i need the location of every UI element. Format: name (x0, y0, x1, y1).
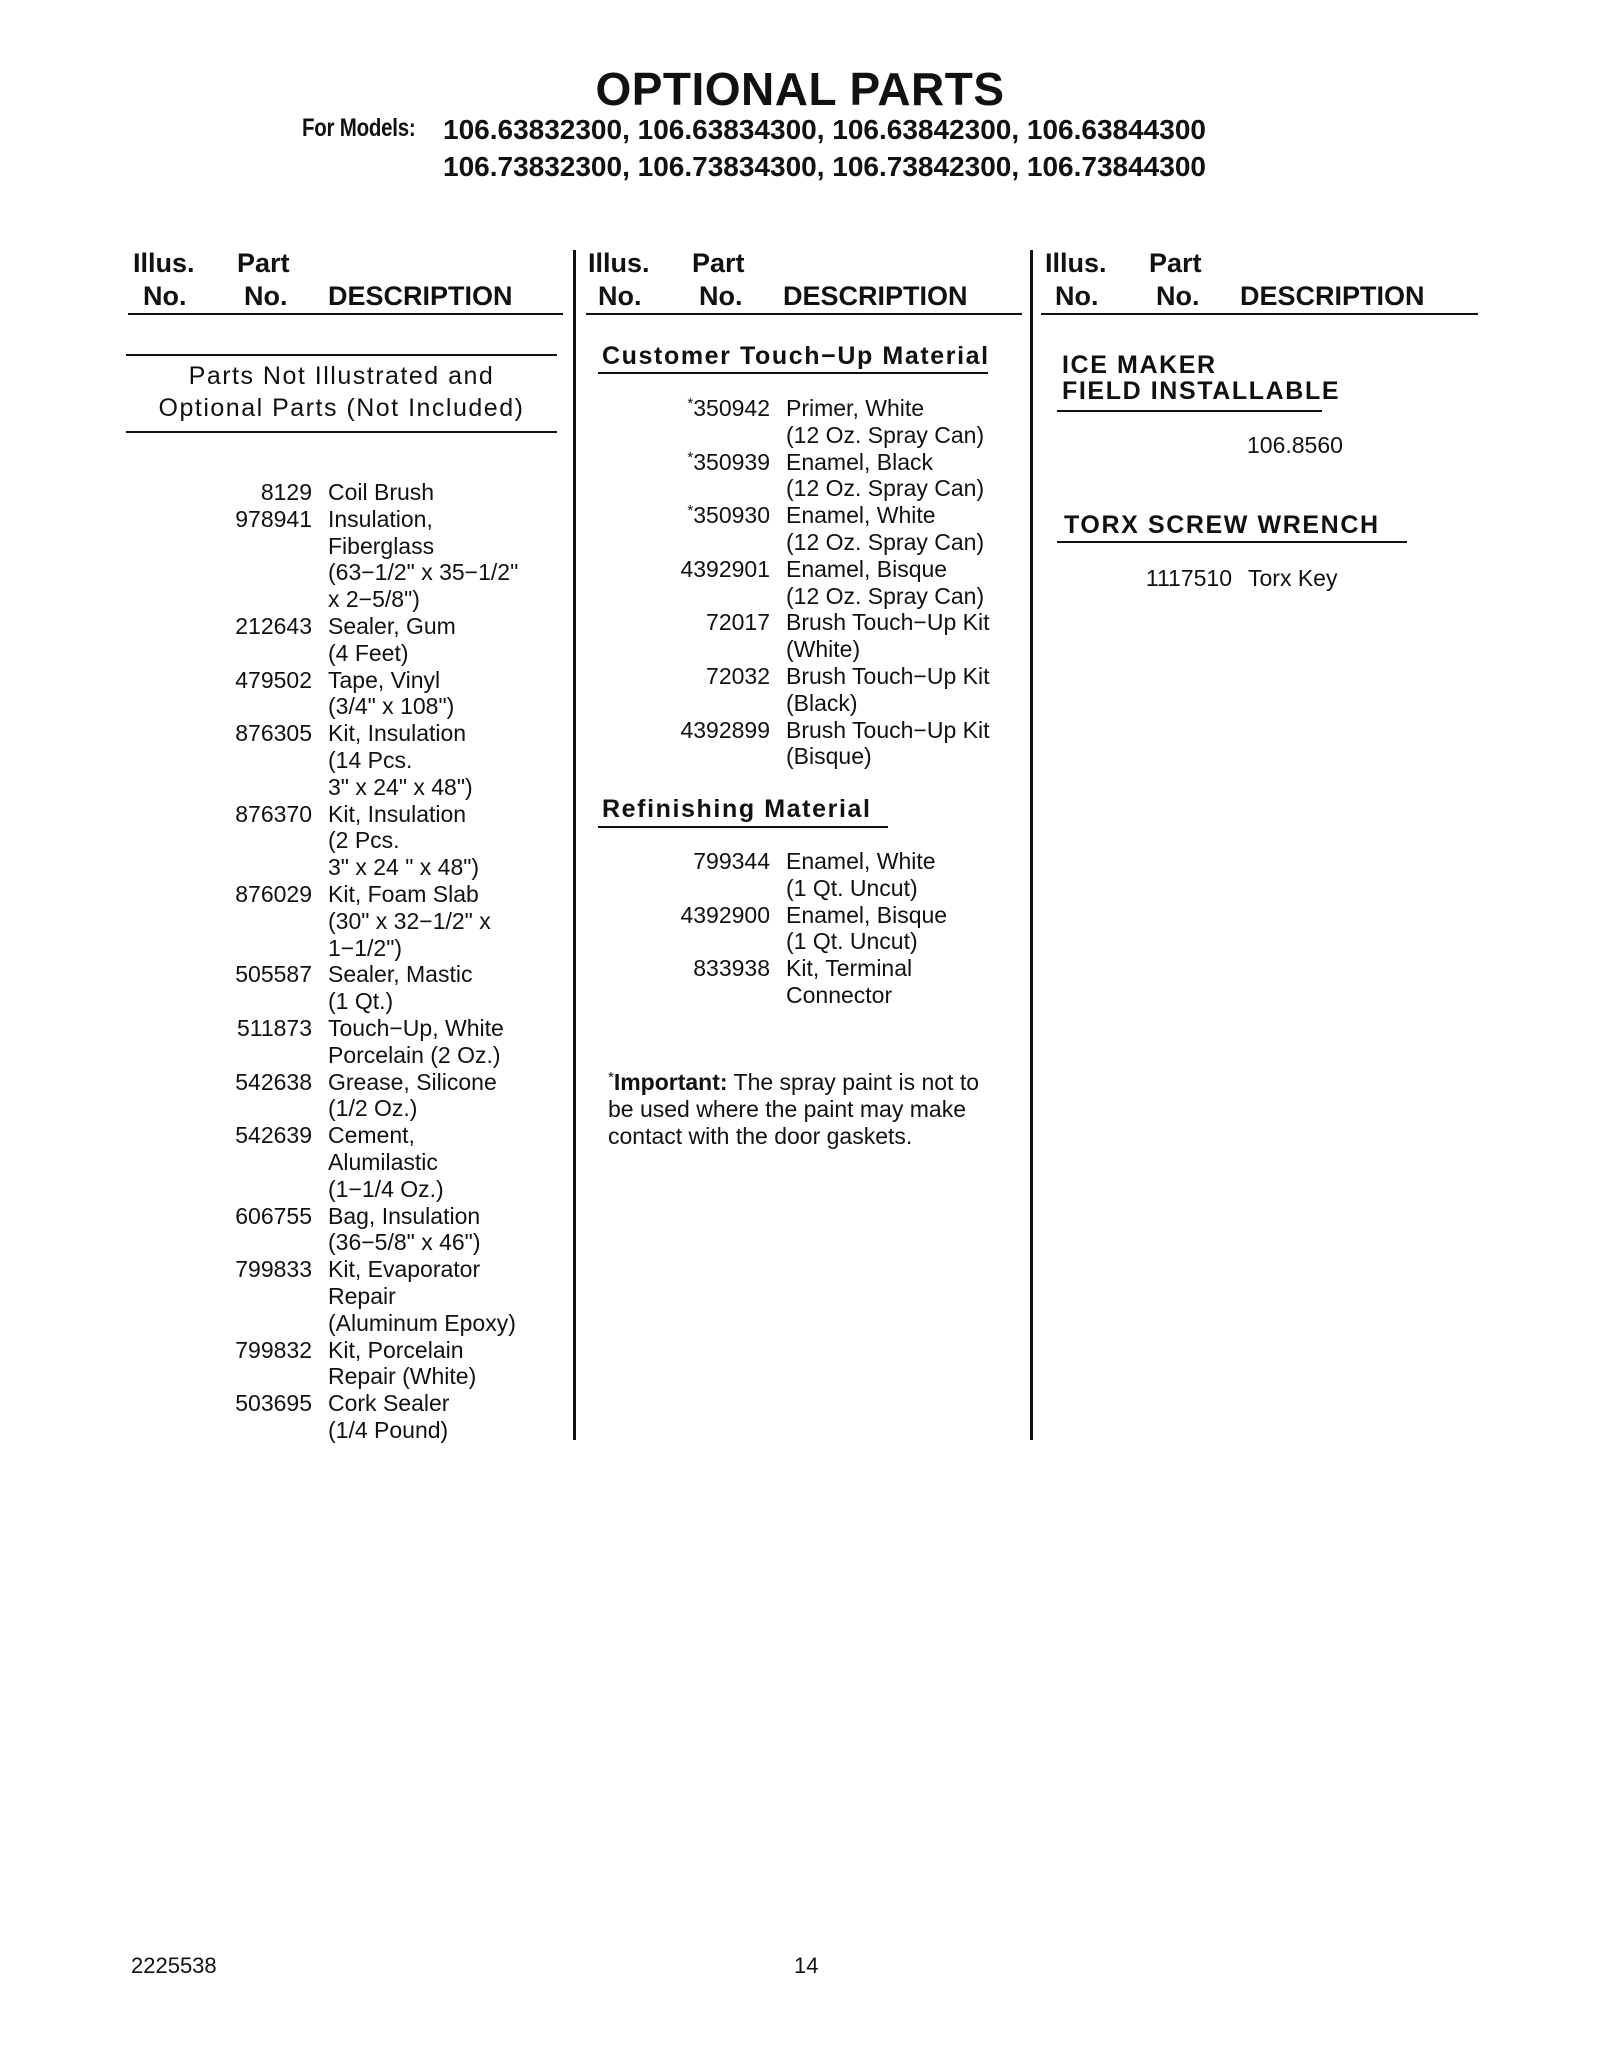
part-number: 799832 (235, 1336, 312, 1363)
part-number: 511873 (236, 1014, 312, 1041)
document-number: 2225538 (131, 1953, 217, 1978)
asterisk-mark: * (608, 1069, 614, 1086)
models-line-1: 106.63832300, 106.63834300, 106.63842300, 106.63844300 (443, 114, 1206, 145)
list-item (195, 1256, 518, 1336)
part-description: Kit, Porcelain Repair (White) (328, 1336, 477, 1390)
refinishing-list (640, 848, 947, 1009)
asterisk-mark: * (687, 502, 694, 520)
part-number: 4392899 (680, 716, 770, 743)
asterisk-mark: * (687, 395, 694, 412)
part-description: Sealer, Mastic (1 Qt.) (328, 961, 473, 1015)
part-description: Enamel, White (1 Qt. Uncut) (786, 848, 936, 901)
list-item (195, 1069, 518, 1123)
part-number: 799344 (693, 848, 770, 874)
part-description: Kit, Terminal Connector (786, 955, 913, 1008)
column-header-rule-2 (586, 313, 1022, 315)
part-description: Enamel, Bisque (12 Oz. Spray Can) (786, 555, 985, 609)
part-description: Bag, Insulation (36−5/8" x 46") (328, 1202, 481, 1256)
list-item (1100, 565, 1337, 592)
list-item (640, 902, 947, 956)
part-number: 72017 (706, 609, 770, 636)
part-number: 1117510 (1145, 565, 1232, 591)
asterisk-mark: * (687, 448, 694, 466)
part-description: Kit, Insulation (2 Pcs. 3" x 24 " x 48") (328, 800, 480, 881)
part-description: Kit, Insulation (14 Pcs. 3" x 24" x 48") (328, 720, 473, 800)
column-divider-2 (1030, 250, 1033, 1440)
not-illustrated-heading-line-2: Optional Parts (Not Included) (158, 394, 525, 422)
part-description: Coil Brush (328, 479, 435, 505)
list-item (195, 720, 518, 800)
part-number: 503695 (235, 1390, 312, 1417)
icemaker-part-number: 106.8560 (1247, 432, 1343, 458)
touchup-title-rule (598, 372, 988, 374)
part-description: Kit, Evaporator Repair (Aluminum Epoxy) (328, 1256, 516, 1336)
part-description: Enamel, Bisque (1 Qt. Uncut) (786, 901, 948, 955)
illus-no-label: No. (598, 281, 642, 311)
part-description: Brush Touch−Up Kit (Black) (786, 662, 990, 716)
part-description: Touch−Up, White Porcelain (2 Oz.) (328, 1014, 504, 1068)
illus-label: Illus. (1045, 248, 1107, 278)
part-no-label: No. (1156, 281, 1200, 311)
list-item (195, 506, 518, 613)
list-item (640, 663, 990, 717)
models-label: For Models: (302, 114, 416, 142)
part-description: Sealer, Gum (4 Feet) (328, 612, 456, 666)
part-description: Insulation, Fiberglass (63−1/2" x 35−1/2" x 2−5/8") (328, 505, 519, 613)
refinishing-section-title: Refinishing Material (602, 795, 872, 823)
touchup-section-title: Customer Touch−Up Material (602, 342, 990, 370)
torx-title-rule (1057, 541, 1407, 543)
part-label: Part (237, 248, 290, 278)
part-number: 799833 (235, 1256, 312, 1283)
illus-no-label: No. (143, 281, 187, 311)
list-item (195, 961, 518, 1015)
not-illustrated-list (195, 479, 518, 1444)
torx-list (1100, 565, 1337, 592)
part-number: 4392901 (680, 555, 770, 582)
part-description: Tape, Vinyl (3/4" x 108") (328, 666, 455, 720)
part-description: Grease, Silicone (1/2 Oz.) (328, 1068, 497, 1122)
description-label: DESCRIPTION (1240, 281, 1425, 311)
part-number: 212643 (235, 612, 312, 639)
list-item (195, 1203, 518, 1257)
column-header-2 (588, 247, 1018, 317)
part-number: 542639 (235, 1122, 312, 1149)
part-number: 350939 (693, 448, 770, 475)
illus-label: Illus. (133, 248, 195, 278)
list-item (195, 1390, 518, 1444)
page-title: OPTIONAL PARTS (595, 63, 1005, 115)
section-rule-bottom (126, 431, 557, 433)
illus-no-label: No. (1055, 281, 1099, 311)
part-number: 479502 (235, 666, 312, 693)
touchup-list (640, 395, 990, 770)
part-number: 8129 (260, 479, 312, 505)
list-item (195, 479, 518, 506)
part-number: 350930 (693, 502, 770, 529)
part-description: Cement, Alumilastic (1−1/4 Oz.) (328, 1122, 444, 1202)
part-description: Enamel, White (12 Oz. Spray Can) (786, 502, 985, 555)
models-line-2: 106.73832300, 106.73834300, 106.73842300, 106.73844300 (443, 151, 1206, 182)
list-item (195, 1015, 518, 1069)
part-label: Part (692, 248, 745, 278)
part-description: Brush Touch−Up Kit (White) (786, 609, 990, 663)
part-number: 978941 (235, 505, 312, 532)
list-item (640, 395, 990, 449)
torx-section-title: TORX SCREW WRENCH (1064, 511, 1380, 539)
list-item (195, 1337, 518, 1391)
description-label: DESCRIPTION (328, 281, 513, 311)
list-item (195, 1122, 518, 1202)
part-number: 542638 (235, 1068, 312, 1095)
list-item (640, 848, 947, 902)
part-number: 4392900 (680, 901, 770, 928)
important-label: Important: (613, 1069, 728, 1095)
column-header-1 (133, 247, 563, 317)
list-item (640, 717, 990, 771)
section-rule-top (126, 354, 557, 356)
part-number: 72032 (706, 662, 770, 689)
part-number: 876305 (235, 720, 312, 747)
refinishing-title-rule (598, 826, 888, 828)
list-item (195, 613, 518, 667)
part-description: Kit, Foam Slab (30" x 32−1/2" x 1−1/2") (328, 880, 491, 961)
part-description: Enamel, Black (12 Oz. Spray Can) (786, 448, 985, 502)
list-item (640, 955, 947, 1009)
column-header-rule-3 (1041, 313, 1478, 315)
list-item (640, 449, 990, 503)
part-number: 876029 (235, 880, 312, 907)
part-label: Part (1149, 248, 1202, 278)
icemaker-title-line-2: FIELD INSTALLABLE (1062, 377, 1341, 405)
icemaker-title-line-1: ICE MAKER (1062, 351, 1217, 379)
column-header-rule-1 (128, 313, 563, 315)
part-description: Cork Sealer (1/4 Pound) (328, 1390, 450, 1443)
part-no-label: No. (699, 281, 743, 311)
list-item (640, 502, 990, 556)
list-item (195, 667, 518, 721)
important-text: The spray paint is not to be used where the paint may make contact with the door gaskets. (608, 1069, 980, 1149)
part-description: Primer, White (12 Oz. Spray Can) (786, 395, 985, 448)
part-number: 876370 (235, 800, 312, 827)
not-illustrated-heading (128, 360, 555, 424)
page-number: 14 (794, 1953, 819, 1978)
part-description: Brush Touch−Up Kit (Bisque) (786, 716, 990, 770)
part-number: 350942 (693, 395, 770, 421)
part-number: 606755 (235, 1202, 312, 1229)
icemaker-section-title (1062, 352, 1340, 404)
column-header-3 (1045, 247, 1475, 317)
list-item (640, 556, 990, 610)
not-illustrated-heading-line-1: Parts Not Illustrated and (188, 362, 495, 390)
list-item (640, 609, 990, 663)
part-number: 833938 (693, 955, 770, 982)
part-no-label: No. (244, 281, 288, 311)
part-description: Torx Key (1248, 565, 1338, 591)
icemaker-title-rule (1057, 410, 1322, 412)
description-label: DESCRIPTION (783, 281, 968, 311)
list-item (195, 801, 518, 881)
important-note (608, 1069, 1008, 1150)
part-number: 505587 (235, 961, 312, 988)
column-divider-1 (573, 250, 576, 1440)
illus-label: Illus. (588, 248, 650, 278)
list-item (195, 881, 518, 961)
